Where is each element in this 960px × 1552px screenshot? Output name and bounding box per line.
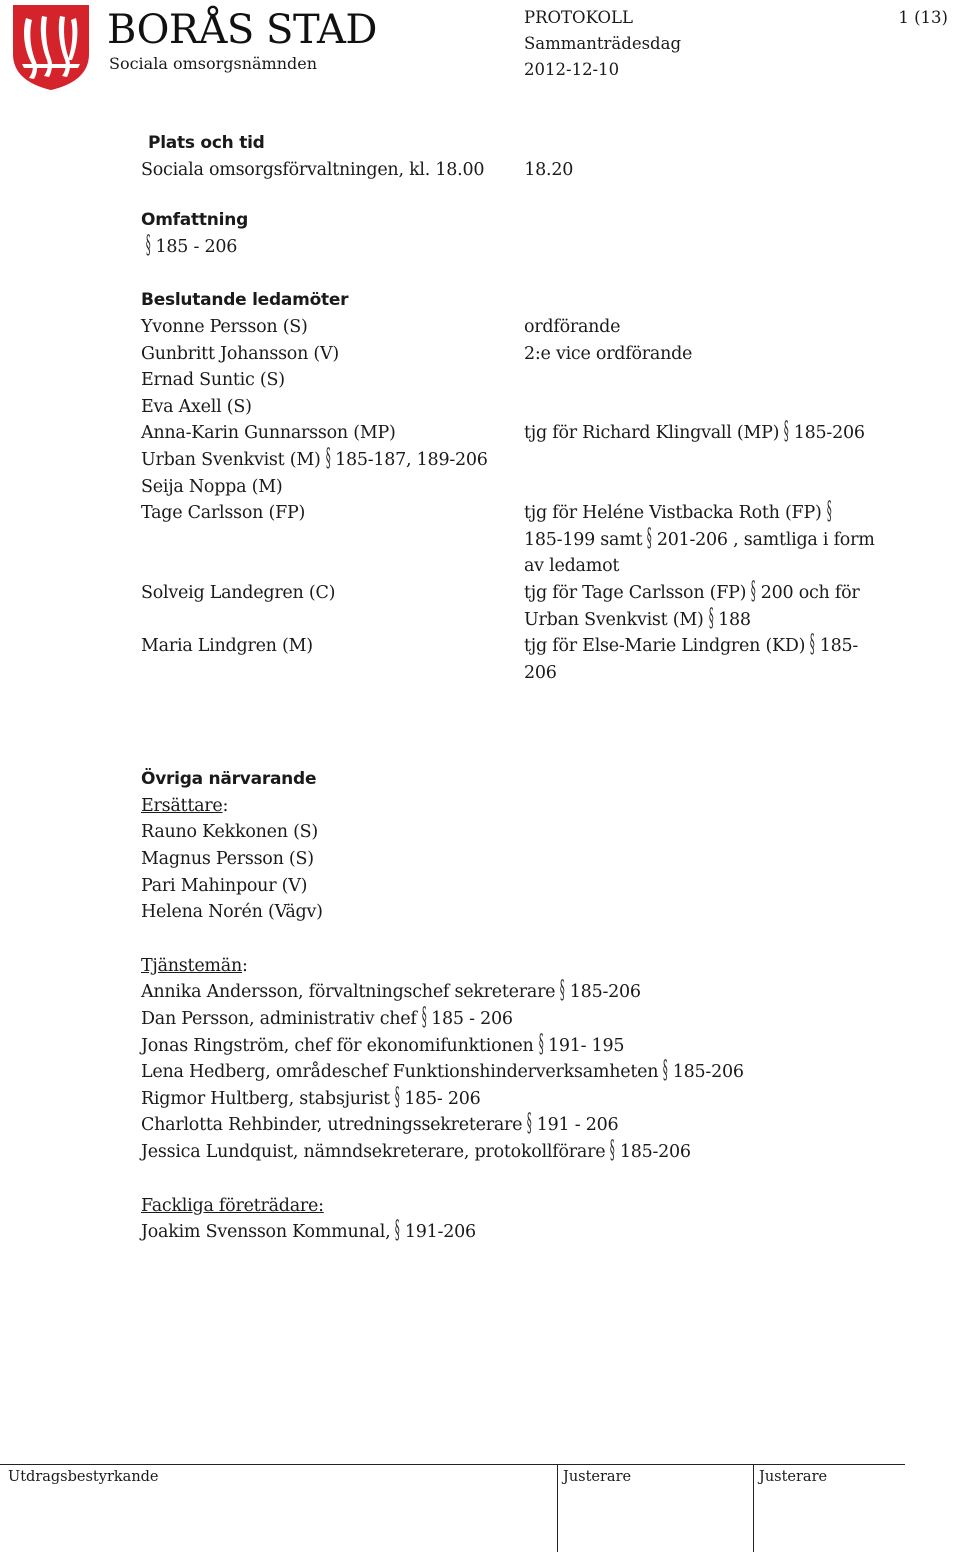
- footer-divider: [557, 1464, 558, 1552]
- member-role-line: Urban Svenkvist (M) § 188: [524, 607, 904, 634]
- page-number: 1 (13): [898, 8, 948, 27]
- doc-type: PROTOKOLL: [524, 8, 633, 27]
- member-name: Seija Noppa (M): [141, 476, 283, 497]
- section-sign: §: [538, 1029, 544, 1059]
- place-time-start: Sociala omsorgsförvaltningen, kl. 18.00: [141, 159, 485, 180]
- member-name: Gunbritt Johansson (V): [141, 343, 339, 364]
- others-present-heading: Övriga närvarande: [141, 769, 317, 790]
- officials-list: [141, 976, 921, 1166]
- place-time-text: [141, 157, 921, 184]
- section-sign: §: [647, 523, 652, 553]
- substitutes-label: Ersättare: [141, 795, 223, 816]
- member-role: [524, 341, 904, 368]
- footer-rule: [0, 1464, 905, 1465]
- meeting-type: Sammanträdesdag: [524, 34, 682, 53]
- place-time-heading: Plats och tid: [148, 133, 265, 153]
- section-sign: §: [395, 1216, 400, 1246]
- official-item: Jonas Ringström, chef för ekonomifunktionen § 191- 195: [141, 1033, 921, 1060]
- member-role-line: tjg för Else-Marie Lindgren (KD) § 185-: [524, 633, 904, 660]
- member-row: [141, 444, 921, 474]
- member-role: [524, 367, 904, 394]
- section-sign: §: [610, 1136, 615, 1166]
- footer-divider: [753, 1464, 754, 1552]
- member-role-line: av ledamot: [524, 556, 620, 577]
- member-name: Urban Svenkvist (M) § 185-187, 189-206: [141, 447, 524, 474]
- member-role: [524, 447, 904, 474]
- section-sign: §: [527, 1109, 532, 1139]
- member-name: Anna-Karin Gunnarsson (MP): [141, 423, 396, 444]
- member-name: Tage Carlsson (FP): [141, 503, 306, 524]
- union-list: [141, 1216, 921, 1246]
- member-role-line: tjg för Richard Klingvall (MP) § 185-206: [524, 420, 904, 447]
- section-sign: §: [421, 1003, 427, 1033]
- footer-adjuster-label-2: Justerare: [759, 1469, 828, 1485]
- section-sign: §: [708, 603, 714, 633]
- signature-footer: [0, 1464, 960, 1552]
- member-role: [524, 577, 904, 633]
- substitute-item: Helena Norén (Vägv): [141, 902, 323, 923]
- member-row: [141, 577, 921, 633]
- member-row: [141, 341, 921, 368]
- member-name: Solveig Landegren (C): [141, 582, 336, 603]
- member-name: Yvonne Persson (S): [141, 316, 308, 337]
- section-sign: §: [394, 1082, 400, 1112]
- member-name: Maria Lindgren (M): [141, 636, 313, 657]
- section-sign: §: [826, 497, 832, 527]
- member-name: Eva Axell (S): [141, 396, 252, 417]
- member-role: [524, 630, 904, 686]
- substitutes-label-line: Ersättare:: [141, 795, 229, 816]
- section-sign: §: [145, 230, 151, 260]
- substitute-item: Magnus Persson (S): [141, 849, 314, 870]
- city-coat-of-arms-logo: [12, 4, 90, 90]
- member-role-line: ordförande: [524, 316, 621, 337]
- voting-members-list: [141, 314, 921, 686]
- member-role: [524, 497, 904, 580]
- official-item: Rigmor Hultberg, stabsjurist § 185- 206: [141, 1086, 921, 1113]
- member-row: [141, 497, 921, 580]
- member-row: [141, 394, 921, 421]
- member-row: [141, 417, 921, 447]
- member-row: [141, 474, 921, 501]
- member-role-line: 2:e vice ordförande: [524, 343, 693, 364]
- officials-label: Tjänstemän: [141, 955, 242, 976]
- org-unit: Sociala omsorgsnämnden: [109, 54, 318, 73]
- member-role: [524, 314, 904, 341]
- footer-adjuster-label-1: Justerare: [563, 1469, 632, 1485]
- member-row: [141, 367, 921, 394]
- scope-heading: Omfattning: [141, 210, 248, 231]
- meeting-date: 2012-12-10: [524, 60, 620, 79]
- protocol-body: [141, 130, 921, 1246]
- member-role: [524, 394, 904, 421]
- official-item: Annika Andersson, förvaltningschef sekreterare § 185-206: [141, 979, 921, 1006]
- voting-members-heading: Beslutande ledamöter: [141, 290, 349, 311]
- substitutes-list: [141, 819, 921, 925]
- official-item: Charlotta Rehbinder, utredningssekreterare § 191 - 206: [141, 1112, 921, 1139]
- member-role-line: 206: [524, 662, 557, 683]
- union-item: Joakim Svensson Kommunal, § 191-206: [141, 1219, 921, 1246]
- officials-label-line: Tjänstemän:: [141, 955, 248, 976]
- section-sign: §: [325, 444, 331, 474]
- official-item: Lena Hedberg, områdeschef Funktionshinderverksamheten § 185-206: [141, 1059, 921, 1086]
- section-sign: §: [810, 630, 815, 660]
- union-label: Fackliga företrädare:: [141, 1195, 324, 1216]
- org-name: BORÅS STAD: [107, 7, 377, 53]
- member-role-line: 185-199 samt § 201-206 , samtliga i form: [524, 527, 904, 554]
- member-name: Ernad Suntic (S): [141, 370, 285, 391]
- section-sign: §: [663, 1056, 668, 1086]
- union-label-line: [141, 1193, 921, 1220]
- section-sign: §: [784, 417, 789, 447]
- footer-attestation-label: Utdragsbestyrkande: [8, 1469, 159, 1485]
- official-item: Dan Persson, administrativ chef § 185 - 206: [141, 1006, 921, 1033]
- member-role: [524, 417, 904, 447]
- section-sign: §: [560, 976, 565, 1006]
- substitute-item: Pari Mahinpour (V): [141, 875, 308, 896]
- scope-range: § 185 - 206: [141, 234, 921, 261]
- member-role-line: tjg för Tage Carlsson (FP) § 200 och för: [524, 580, 904, 607]
- member-row: [141, 630, 921, 686]
- member-role: [524, 474, 904, 501]
- document-meta: [524, 5, 681, 83]
- member-role-line: tjg för Heléne Vistbacka Roth (FP) §: [524, 500, 904, 527]
- official-item: Jessica Lundquist, nämndsekreterare, protokollförare § 185-206: [141, 1139, 921, 1166]
- section-sign: §: [751, 577, 756, 607]
- substitute-item: Rauno Kekkonen (S): [141, 822, 318, 843]
- member-row: [141, 314, 921, 341]
- place-time-end: 18.20: [524, 159, 574, 180]
